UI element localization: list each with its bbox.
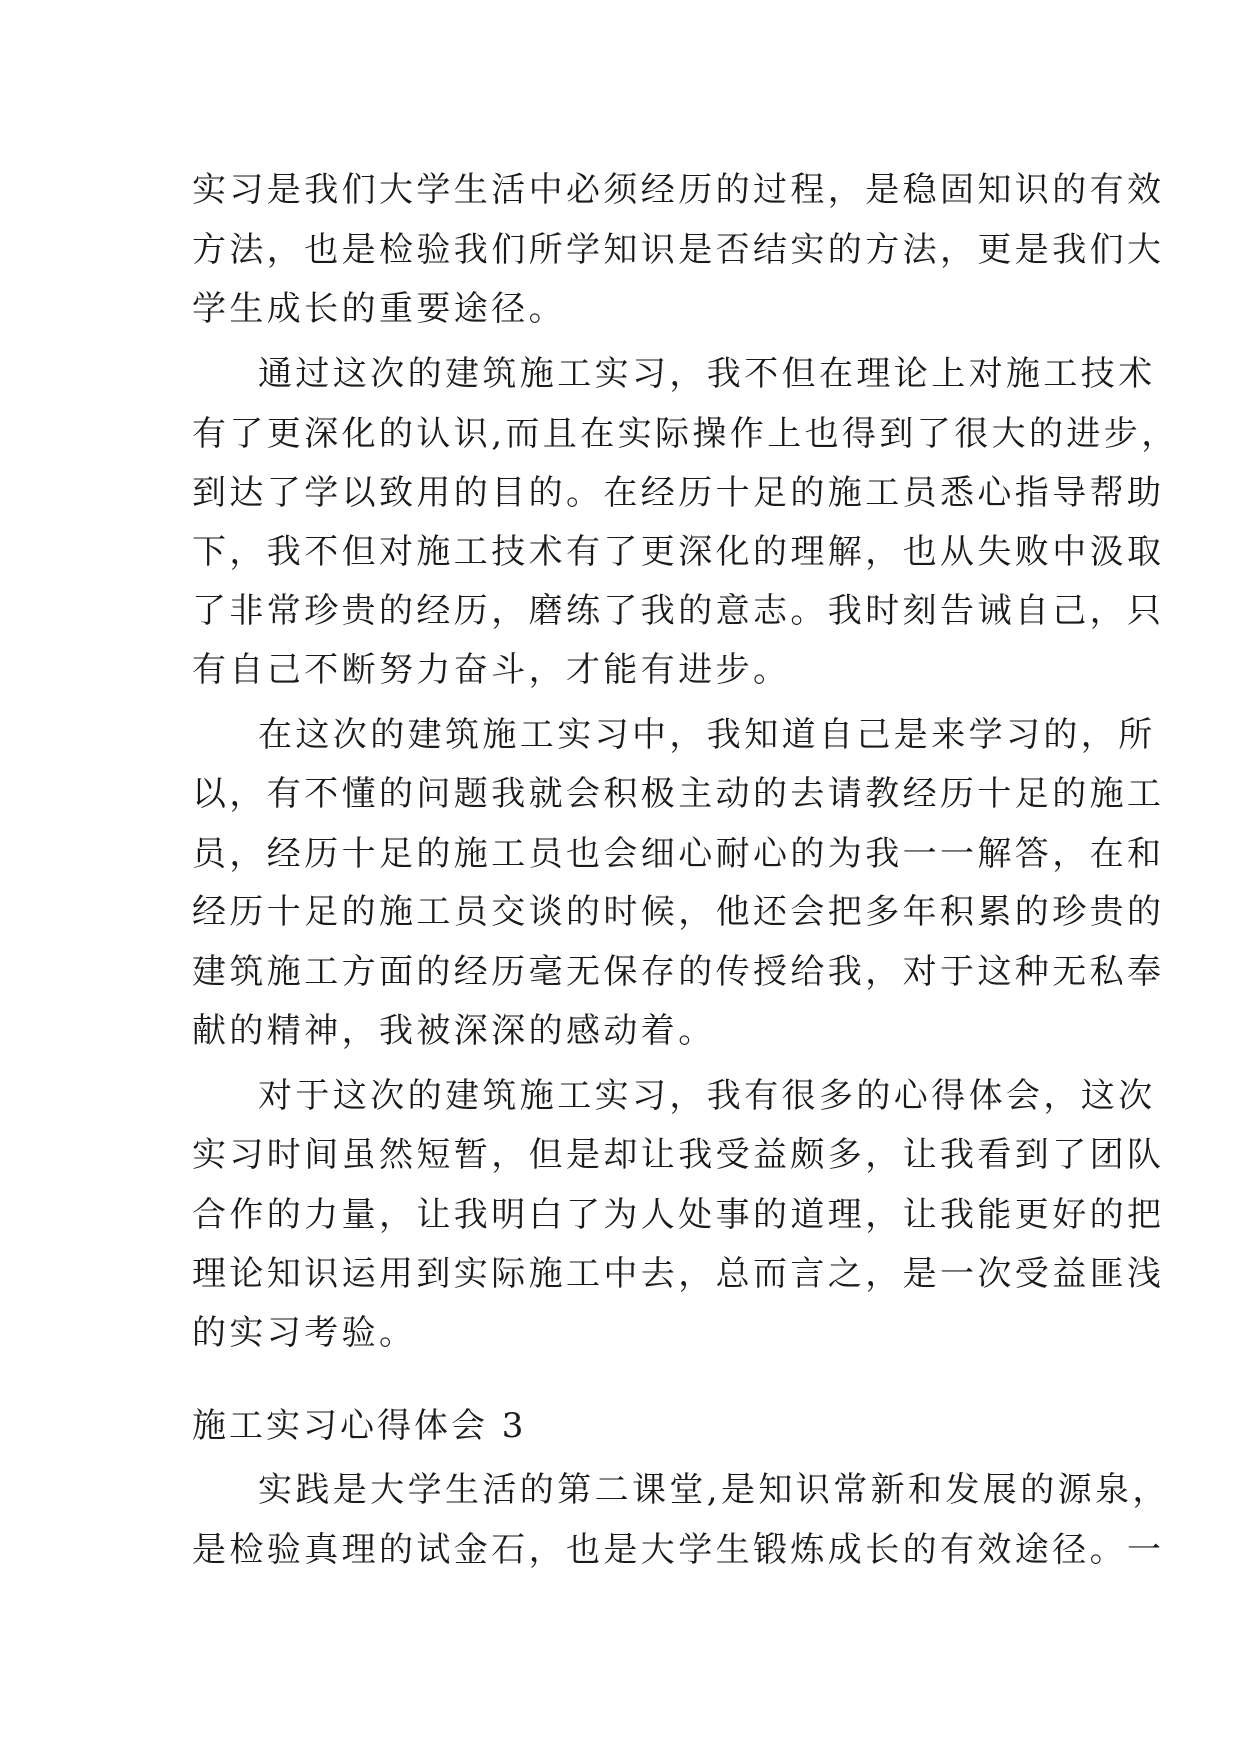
text-line: 了非常珍贵的经历，磨练了我的意志。我时刻告诫自己，只 (192, 591, 1165, 631)
text-line: 的实习考验。 (192, 1313, 417, 1353)
text-line: 员，经历十足的施工员也会细心耐心的为我一一解答，在和 (192, 834, 1165, 874)
paragraph-first-line: 在这次的建筑施工实习中，我知道自己是来学习的，所 (258, 715, 1156, 755)
text-line: 有了更深化的认识,而且在实际操作上也得到了很大的进步， (192, 414, 1179, 454)
text-line: 实习时间虽然短暂，但是却让我受益颇多，让我看到了团队 (192, 1135, 1165, 1175)
paragraph-first-line: 通过这次的建筑施工实习，我不但在理论上对施工技术 (258, 354, 1156, 394)
text-line: 以，有不懂的问题我就会积极主动的去请教经历十足的施工 (192, 774, 1165, 814)
text-line: 建筑施工方面的经历毫无保存的传授给我，对于这种无私奉 (192, 952, 1165, 992)
paragraph-first-line: 对于这次的建筑施工实习，我有很多的心得体会，这次 (258, 1076, 1156, 1116)
text-line: 献的精神，我被深深的感动着。 (192, 1011, 716, 1051)
text-line: 是检验真理的试金石，也是大学生锻炼成长的有效途径。一 (192, 1530, 1165, 1570)
section-heading: 施工实习心得体会 3 (192, 1406, 527, 1446)
paragraph-first-line: 实践是大学生活的第二课堂,是知识常新和发展的源泉， (258, 1470, 1170, 1510)
text-line: 实习是我们大学生活中必须经历的过程，是稳固知识的有效 (192, 170, 1165, 210)
text-line: 下，我不但对施工技术有了更深化的理解，也从失败中汲取 (192, 532, 1165, 572)
text-line: 理论知识运用到实际施工中去，总而言之，是一次受益匪浅 (192, 1254, 1165, 1294)
text-line: 方法，也是检验我们所学知识是否结实的方法，更是我们大 (192, 230, 1165, 270)
text-line: 合作的力量，让我明白了为人处事的道理，让我能更好的把 (192, 1195, 1165, 1235)
text-line: 学生成长的重要途径。 (192, 289, 566, 329)
text-line: 有自己不断努力奋斗，才能有进步。 (192, 650, 791, 690)
text-line: 经历十足的施工员交谈的时候，他还会把多年积累的珍贵的 (192, 892, 1165, 932)
text-line: 到达了学以致用的目的。在经历十足的施工员悉心指导帮助 (192, 473, 1165, 513)
